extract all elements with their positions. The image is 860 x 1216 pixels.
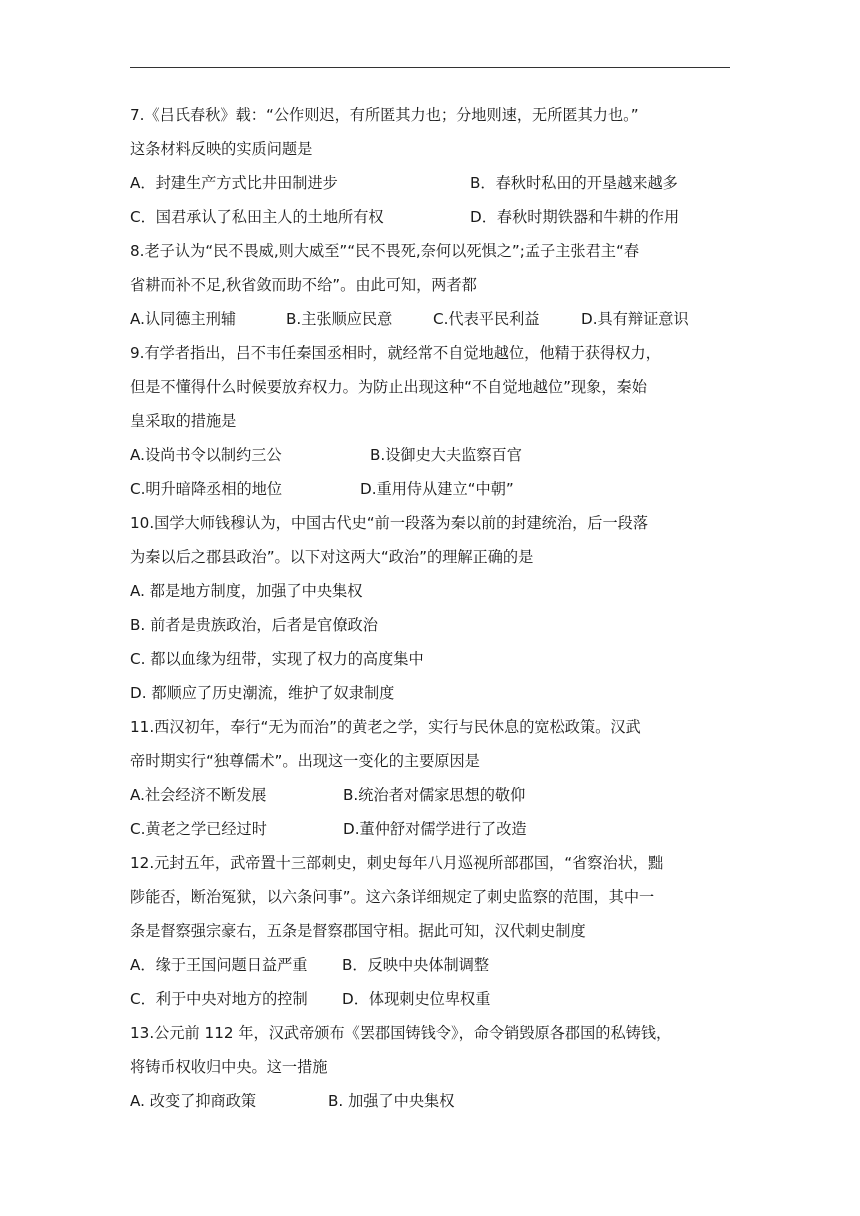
question-list <box>130 98 730 1118</box>
q11-option-a: A.社会经济不断发展 <box>130 786 267 804</box>
q9-options-row-2 <box>130 472 730 506</box>
q7-options-row-1 <box>130 166 730 200</box>
q7-option-a: A．封建生产方式比井田制进步 <box>130 174 338 192</box>
q10-stem-line-2: 为秦以后之郡县政治”。以下对这两大“政治”的理解正确的是 <box>130 548 534 566</box>
q11-options-row-1 <box>130 778 730 812</box>
q9-option-c: C.明升暗降丞相的地位 <box>130 480 283 498</box>
q13-stem-line-1: 13.公元前 112 年，汉武帝颁布《罢郡国铸钱令》，命令销毁原各郡国的私铸钱， <box>130 1024 672 1042</box>
q13-option-b: B. 加强了中央集权 <box>328 1092 455 1110</box>
q11-options-row-2 <box>130 812 730 846</box>
q10-option-c: C. 都以血缘为纽带，实现了权力的高度集中 <box>130 650 424 668</box>
q8-option-a: A.认同德主刑辅 <box>130 310 237 328</box>
q10-option-b: B. 前者是贵族政治，后者是官僚政治 <box>130 616 378 634</box>
q7-option-b: B．春秋时私田的开垦越来越多 <box>470 174 678 192</box>
q12-stem-line-1: 12.元封五年，武帝置十三部刺史，刺史每年八月巡视所部郡国，“省察治状，黜 <box>130 854 664 872</box>
q12-option-a: A．缘于王国问题日益严重 <box>130 956 308 974</box>
q9-options-row-1 <box>130 438 730 472</box>
q7-stem-line-1: 7.《吕氏春秋》载：“公作则迟，有所匿其力也；分地则速，无所匿其力也。” <box>130 106 639 124</box>
q9-option-d: D.重用侍从建立“中朝” <box>360 480 514 498</box>
q9-stem-line-1: 9.有学者指出，吕不韦任秦国丞相时，就经常不自觉地越位，他精于获得权力， <box>130 344 661 362</box>
q10-stem-line-1: 10.国学大师钱穆认为，中国古代史“前一段落为秦以前的封建统治，后一段落 <box>130 514 649 532</box>
q8-stem-line-1: 8.老子认为“民不畏威,则大威至”“民不畏死,奈何以死惧之”;孟子主张君主“春 <box>130 242 640 260</box>
q9-option-a: A.设尚书令以制约三公 <box>130 446 282 464</box>
q9-stem-line-3: 皇采取的措施是 <box>130 412 237 430</box>
q8-option-b: B.主张顺应民意 <box>286 310 393 328</box>
q11-option-b: B.统治者对儒家思想的敬仰 <box>343 786 526 804</box>
q12-option-c: C．利于中央对地方的控制 <box>130 990 308 1008</box>
header-rule <box>130 67 730 68</box>
q9-option-b: B.设御史大夫监察百官 <box>370 446 522 464</box>
q8-option-d: D.具有辩证意识 <box>581 310 689 328</box>
q12-option-d: D．体现刺史位卑权重 <box>342 990 491 1008</box>
q13-options-row-1 <box>130 1084 730 1118</box>
q7-option-d: D．春秋时期铁器和牛耕的作用 <box>470 208 680 226</box>
q12-option-b: B．反映中央体制调整 <box>342 956 490 974</box>
q12-options-row-1 <box>130 948 730 982</box>
q11-option-d: D.董仲舒对儒学进行了改造 <box>343 820 527 838</box>
q11-stem-line-1: 11.西汉初年，奉行“无为而治”的黄老之学，实行与民休息的宽松政策。汉武 <box>130 718 641 736</box>
q8-option-c: C.代表平民利益 <box>433 310 540 328</box>
q11-stem-line-2: 帝时期实行“独尊儒术”。出现这一变化的主要原因是 <box>130 752 480 770</box>
q12-stem-line-2: 陟能否，断治冤狱，以六条问事”。这六条详细规定了刺史监察的范围，其中一 <box>130 888 655 906</box>
q11-option-c: C.黄老之学已经过时 <box>130 820 267 838</box>
q7-stem-line-2: 这条材料反映的实质问题是 <box>130 140 313 158</box>
q13-stem-line-2: 将铸币权收归中央。这一措施 <box>130 1058 328 1076</box>
q8-stem-line-2: 省耕而补不足,秋省敛而助不给”。由此可知，两者都 <box>130 276 477 294</box>
q12-stem-line-3: 条是督察强宗豪右，五条是督察郡国守相。据此可知，汉代刺史制度 <box>130 922 586 940</box>
q8-options-row-1 <box>130 302 730 336</box>
q7-options-row-2 <box>130 200 730 234</box>
q13-option-a: A. 改变了抑商政策 <box>130 1092 257 1110</box>
q9-stem-line-2: 但是不懂得什么时候要放弃权力。为防止出现这种“不自觉地越位”现象，秦始 <box>130 378 647 396</box>
q7-option-c: C．国君承认了私田主人的土地所有权 <box>130 208 384 226</box>
q12-options-row-2 <box>130 982 730 1016</box>
q10-option-a: A. 都是地方制度，加强了中央集权 <box>130 582 363 600</box>
q10-option-d: D. 都顺应了历史潮流，维护了奴隶制度 <box>130 684 395 702</box>
